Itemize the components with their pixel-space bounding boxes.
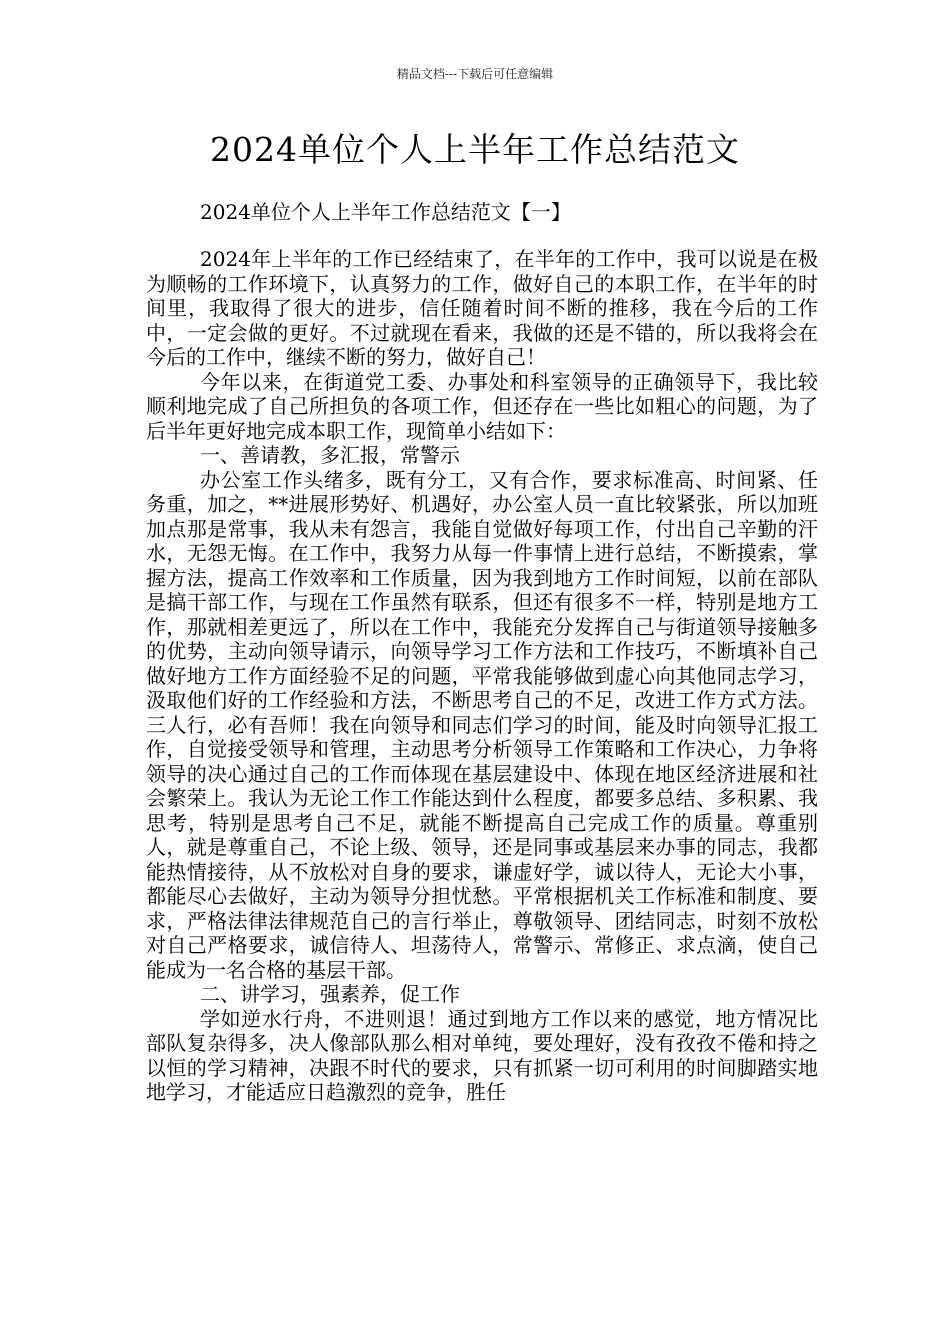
section-heading-2: 二、讲学习，强素养，促工作 [200,982,460,1006]
section-heading-1: 一、善请教，多汇报，常警示 [200,443,460,467]
paragraph-section-1: 办公室工作头绪多，既有分工，又有合作，要求标准高、时间紧、任务重，加之，**进展形势好、机遇好，办公室人员一直比较紧张，所以加班加点那是常事，我从未有怨言，我能自觉做好每项工作，付出自己辛勤的汗水，无怨无悔。在工作中，我努力从每一件事情上进行总结，不断摸索，掌握方法，提高工作效率和工作质量，因为我到地方工作时间短，以前在部队是搞干部工作，与现在工作虽然有联系，但还有很多不一样，特别是地方工作，那就相差更远了，所以在工作中，我能充分发挥自己与街道领导接触多的优势，主动向领导请示，向领导学习工作方法和工作技巧，不断填补自己做好地方工作方面经验不足的问题，平常我能够做到虚心向其他同志学习，汲取他们好的工作经验和方法，不断思考自己的不足，改进工作方式方法。三人行，必有吾师！我在向领导和同志们学习的时间，能及时向领导汇报工作，自觉接受领导和管理，主动思考分析领导工作策略和工作决心，力争将领导的决心通过自己的工作而体现在基层建设中、体现在地区经济进展和社会繁荣上。我认为无论工作工作能达到什么程度，都要多总结、多积累、我思考，特别是思考自己不足，就能不断提高自己完成工作的质量。尊重别人，就是尊重自己，不论上级、领导，还是同事或基层来办事的同志，我都能热情接待，从不放松对自身的要求，谦虚好学，诚以待人，无论大小事，都能尽心去做好，主动为领导分担忧愁。平常根据机关工作标准和制度、要求，严格法律法律规范自己的言行举止，尊敬领导、团结同志，时刻不放松对自己严格要求，诚信待人、坦荡待人，常警示、常修正、求点滴，使自己能成为一名合格的基层干部。 [146,467,818,982]
document-subtitle: 2024单位个人上半年工作总结范文【一】 [200,200,571,224]
header-note: 精品文档---下载后可任意编辑 [396,67,554,81]
paragraph-overview: 今年以来，在街道党工委、办事处和科室领导的正确领导下，我比较顺利地完成了自己所担负的各项工作，但还存在一些比如粗心的问题，为了后半年更好地完成本职工作，现简单小结如下： [146,369,818,443]
document-body [146,247,818,1105]
document-title: 2024单位个人上半年工作总结范文 [210,130,740,169]
paragraph-intro: 2024年上半年的工作已经结束了，在半年的工作中，我可以说是在极为顺畅的工作环境下，认真努力的工作，做好自己的本职工作，在半年的时间里，我取得了很大的进步，信任随着时间不断的推移，我在今后的工作中，一定会做的更好。不过就现在看来，我做的还是不错的，所以我将会在今后的工作中，继续不断的努力，做好自己！ [146,247,818,369]
paragraph-section-2: 学如逆水行舟，不进则退！通过到地方工作以来的感觉，地方情况比部队复杂得多，决人像部队那么相对单纯，要处理好，没有孜孜不倦和持之以恒的学习精神，决跟不时代的要求，只有抓紧一切可利用的时间脚踏实地地学习，才能适应日趋激烈的竞争，胜任 [146,1006,818,1104]
